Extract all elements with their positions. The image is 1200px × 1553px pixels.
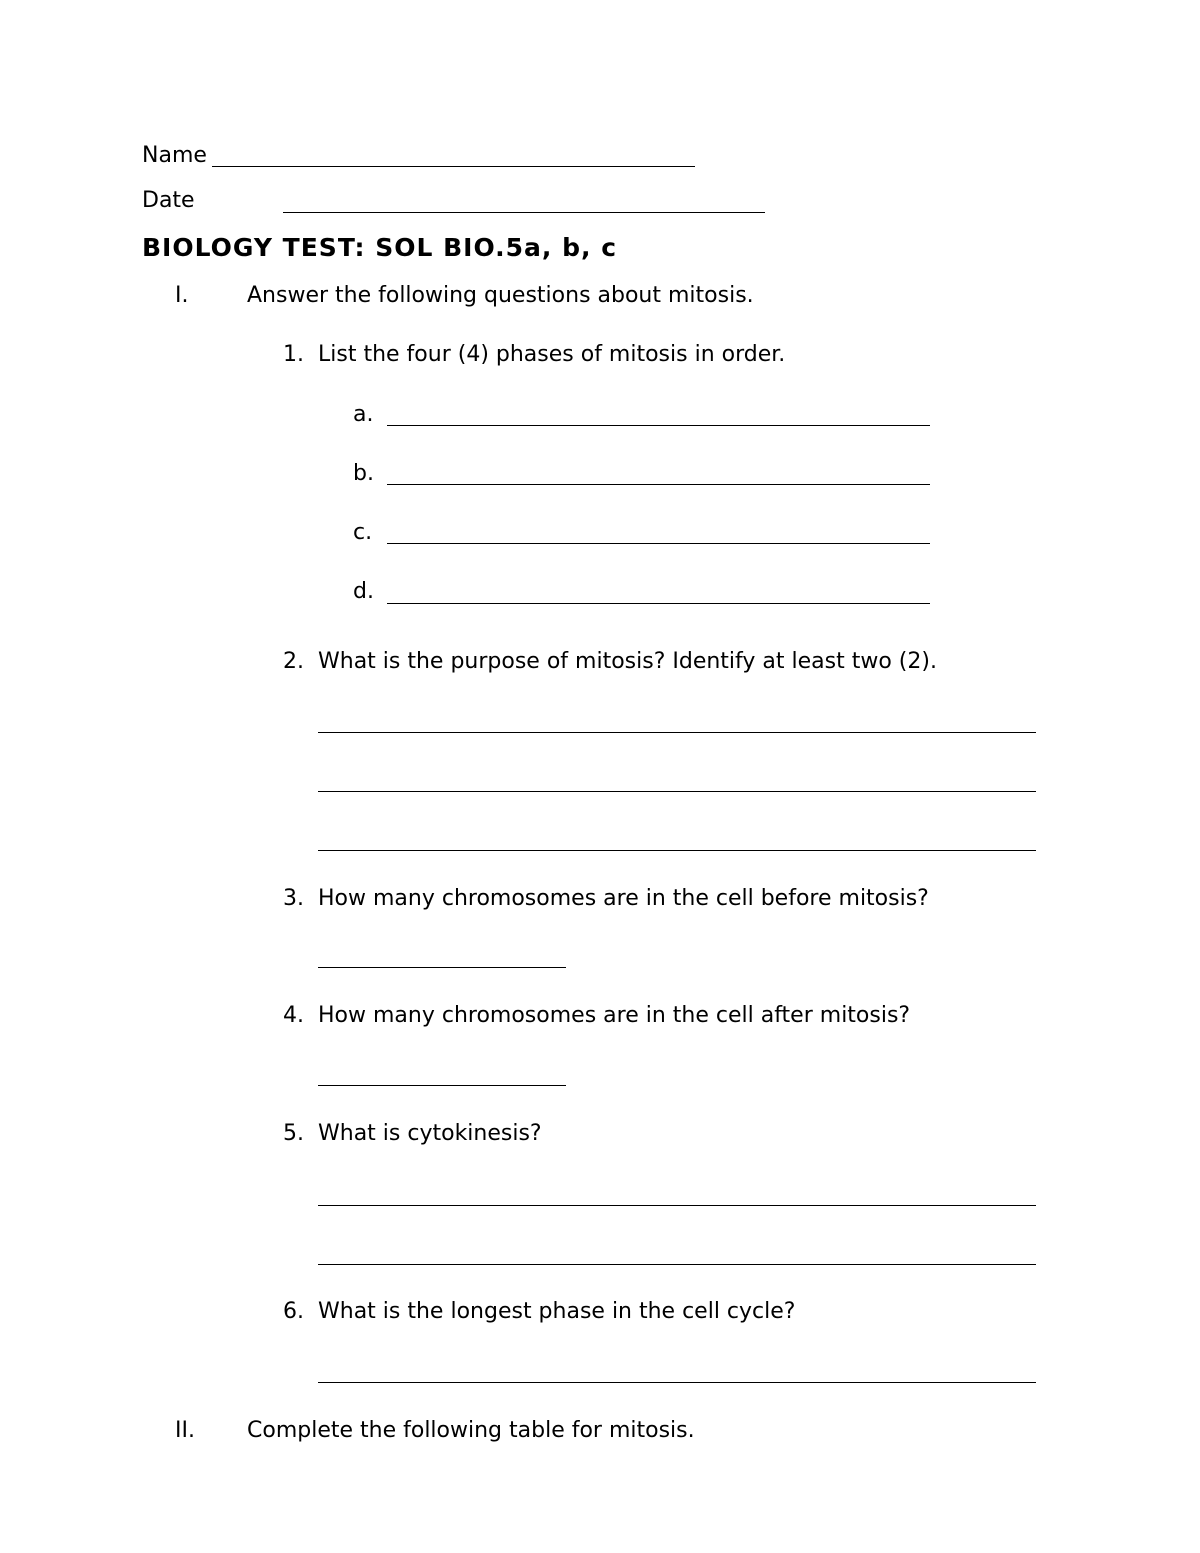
answer-line[interactable] bbox=[318, 850, 1036, 851]
phase-letter: c. bbox=[353, 520, 373, 545]
question-number: 3. bbox=[283, 886, 304, 911]
phase-letter: d. bbox=[353, 579, 374, 604]
name-label: Name bbox=[142, 143, 207, 168]
question-text: How many chromosomes are in the cell before mitosis? bbox=[318, 886, 929, 911]
question-text: List the four (4) phases of mitosis in order. bbox=[318, 342, 786, 367]
answer-line[interactable] bbox=[387, 603, 930, 604]
question-number: 6. bbox=[283, 1299, 304, 1324]
section-1-numeral: I. bbox=[175, 283, 189, 308]
name-field[interactable] bbox=[212, 166, 695, 167]
question-text: What is the purpose of mitosis? Identify at least two (2). bbox=[318, 649, 937, 674]
question-text: What is the longest phase in the cell cycle? bbox=[318, 1299, 796, 1324]
answer-line[interactable] bbox=[318, 1382, 1036, 1383]
answer-line[interactable] bbox=[318, 1205, 1036, 1206]
question-number: 4. bbox=[283, 1003, 304, 1028]
answer-line[interactable] bbox=[387, 425, 930, 426]
date-field[interactable] bbox=[283, 212, 765, 213]
answer-line[interactable] bbox=[387, 543, 930, 544]
phase-letter: b. bbox=[353, 461, 374, 486]
answer-line[interactable] bbox=[318, 1264, 1036, 1265]
question-text: How many chromosomes are in the cell after mitosis? bbox=[318, 1003, 911, 1028]
answer-line[interactable] bbox=[318, 732, 1036, 733]
question-number: 5. bbox=[283, 1121, 304, 1146]
question-number: 1. bbox=[283, 342, 304, 367]
date-label: Date bbox=[142, 188, 195, 213]
phase-letter: a. bbox=[353, 402, 374, 427]
answer-line[interactable] bbox=[387, 484, 930, 485]
question-number: 2. bbox=[283, 649, 304, 674]
section-1-heading: Answer the following questions about mitosis. bbox=[247, 283, 754, 308]
page-title: BIOLOGY TEST: SOL BIO.5a, b, c bbox=[142, 233, 618, 262]
section-2-numeral: II. bbox=[175, 1418, 195, 1443]
section-2-heading: Complete the following table for mitosis. bbox=[247, 1418, 695, 1443]
question-text: What is cytokinesis? bbox=[318, 1121, 542, 1146]
answer-line[interactable] bbox=[318, 791, 1036, 792]
answer-line[interactable] bbox=[318, 1085, 566, 1086]
answer-line[interactable] bbox=[318, 967, 566, 968]
